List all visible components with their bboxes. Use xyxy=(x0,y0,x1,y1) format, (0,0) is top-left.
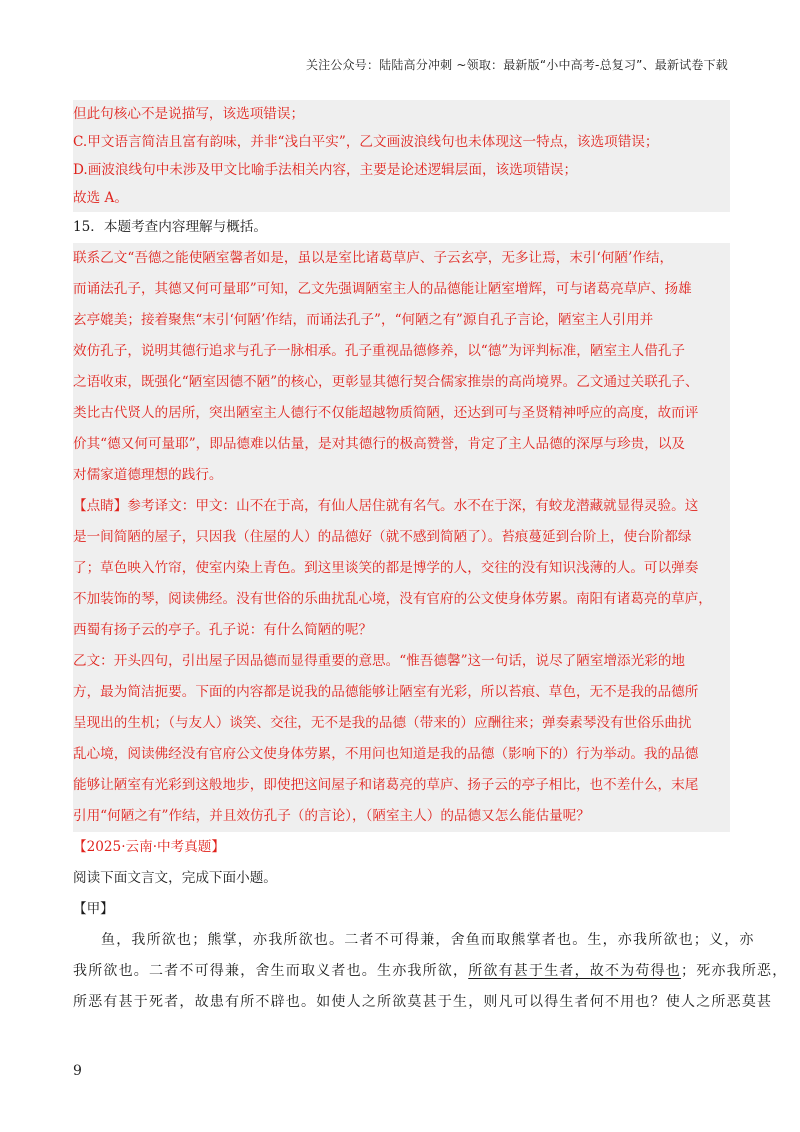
answer-option-d: D.画波浪线句中未涉及甲文比喻手法相关内容，主要是论述逻辑层面，该选项错误； xyxy=(73,162,578,178)
analysis-line: 对儒家道德理想的践行。 xyxy=(73,467,223,483)
classical-text-line xyxy=(73,956,788,987)
dianjing-line: 引用“何陋之有”作结，并且效仿孔子（的言论），（陋室主人）的品德又怎么能估量呢？ xyxy=(73,808,590,824)
dianjing-line: 能够让陋室有光彩到这般地步，即使把这间屋子和诸葛亮的草庐、扬子云的亭子相比，也不差什么，末尾 xyxy=(73,777,699,793)
page-content xyxy=(73,100,788,1018)
exam-instruction: 阅读下面文言文，完成下面小题。 xyxy=(73,870,277,886)
classical-text-span: 所恶有甚于死者，故 xyxy=(73,994,210,1010)
dianjing-text: 参考译文：甲文：山不在于高，有仙人居住就有名气。水不在于深，有蛟龙潜藏就显得灵验。这 xyxy=(127,498,699,514)
analysis-line: 价其“德又何可量耶”，即品德难以估量，是对其德行的极高赞誉，肯定了主人品德的深厚与珍贵，以及 xyxy=(73,436,686,452)
dianjing-line: 乙文：开头四句，引出屋子因品德而显得重要的意思。“惟吾德馨”这一句话，说尽了陋室增添光彩的地 xyxy=(73,653,686,669)
answer-line: 但此句核心不是说描写，该选项错误； xyxy=(73,106,305,122)
dianjing-label: 【点睛】 xyxy=(73,498,128,514)
page-number: 9 xyxy=(73,1063,82,1079)
dianjing-line: 是一间简陋的屋子，只因我（住屋的人）的品德好（就不感到简陋了）。苔痕蔓延到台阶上，使台阶都绿 xyxy=(73,529,692,545)
dianjing-line: 了；草色映入竹帘，使室内染上青色。到这里谈笑的都是博学的人，交往的没有知识浅薄的人。可以弹奏 xyxy=(73,560,699,576)
dianjing-line: 乱心境，阅读佛经没有官府公文使身体劳累，不用问也知道是我的品德（影响下的）行为举动。我的品德 xyxy=(73,746,699,762)
dianjing-line xyxy=(73,491,730,522)
dianjing-section xyxy=(73,491,730,832)
question-15-analysis xyxy=(73,243,730,491)
page-header: 关注公众号：陆陆高分冲刺 ~领取：最新版“小中高考-总复习”、最新试卷下载 xyxy=(305,58,728,72)
classical-text-span: ， xyxy=(772,963,788,979)
dotted-character: 恶 xyxy=(757,963,773,979)
analysis-line: 而诵法孔子，其德又何可量耶”可知，乙文先强调陋室主人的品德能让陋室增辉，可与诸葛亮草庐、扬雄 xyxy=(73,281,692,297)
passage-jia-label: 【甲】 xyxy=(73,901,114,917)
question-15-title: 15．本题考查内容理解与概括。 xyxy=(73,219,268,235)
analysis-line: 效仿孔子，说明其德行追求与孔子一脉相承。孔子重视品德修养，以“德”为评判标准，陋室主人借孔子 xyxy=(73,343,686,359)
answer-conclusion: 故选 A。 xyxy=(73,190,128,206)
answer-option-c: C.甲文语言简洁且富有韵味，并非“浅白平实”，乙文画波浪线句也未体现这一特点，该选项错误； xyxy=(73,134,659,150)
classical-text-line xyxy=(73,987,773,1018)
answer-continuation xyxy=(73,100,730,212)
classical-text-span: 有所不辟也。如使人之所欲莫甚于生，则凡可以得生者何不用也？使人之所恶莫甚 xyxy=(225,994,773,1010)
dianjing-line: 不加装饰的琴，阅读佛经。没有世俗的乐曲扰乱心境，没有官府的公文使身体劳累。南阳有诸葛亮的草庐， xyxy=(73,591,712,607)
dianjing-line: 方，最为简洁扼要。下面的内容都是说我的品德能够让陋室有光彩，所以苔痕、草色，无不是我的品德所 xyxy=(73,684,699,700)
analysis-line: 之语收束，既强化“陋室因德不陋”的核心，更彰显其德行契合儒家推崇的高尚境界。乙文通过关联孔子、 xyxy=(73,374,699,390)
dianjing-line: 西蜀有扬子云的亭子。孔子说：有什么简陋的呢？ xyxy=(73,622,373,638)
classical-text-span: 我所欲也。二者不可得兼，舍生而取义者也。生亦我所欲， xyxy=(73,963,469,979)
dianjing-line: 呈现出的生机；（与友人）谈笑、交往，无不是我的品德（带来的）应酬往来；弹奏素琴没有世俗乐曲扰 xyxy=(73,715,692,731)
exam-source-tag: 【2025·云南·中考真题】 xyxy=(73,839,225,855)
analysis-line: 玄亭媲美；接着聚焦“末引‘何陋’作结，而诵法孔子”，“何陋之有”源自孔子言论，陋室主人引用并 xyxy=(73,312,654,328)
analysis-line: 类比古代贤人的居所，突出陋室主人德行不仅能超越物质简陋，还达到可与圣贤精神呼应的高度，故而评 xyxy=(73,405,699,421)
analysis-line: 联系乙文“吾德之能使陋室馨者如是，虽以是室比诸葛草庐、子云玄亭，无多让焉，末引‘何陋’作结， xyxy=(73,250,674,266)
underlined-sentence: 所欲有甚于生者，故不为苟得也 xyxy=(468,963,682,979)
classical-text-line: 鱼，我所欲也；熊掌，亦我所欲也。二者不可得兼，舍鱼而取熊掌者也。生，亦我所欲也；义，亦 xyxy=(101,932,755,948)
dotted-character: 患 xyxy=(209,994,226,1010)
classical-text-span: ；死亦我所 xyxy=(681,963,758,979)
